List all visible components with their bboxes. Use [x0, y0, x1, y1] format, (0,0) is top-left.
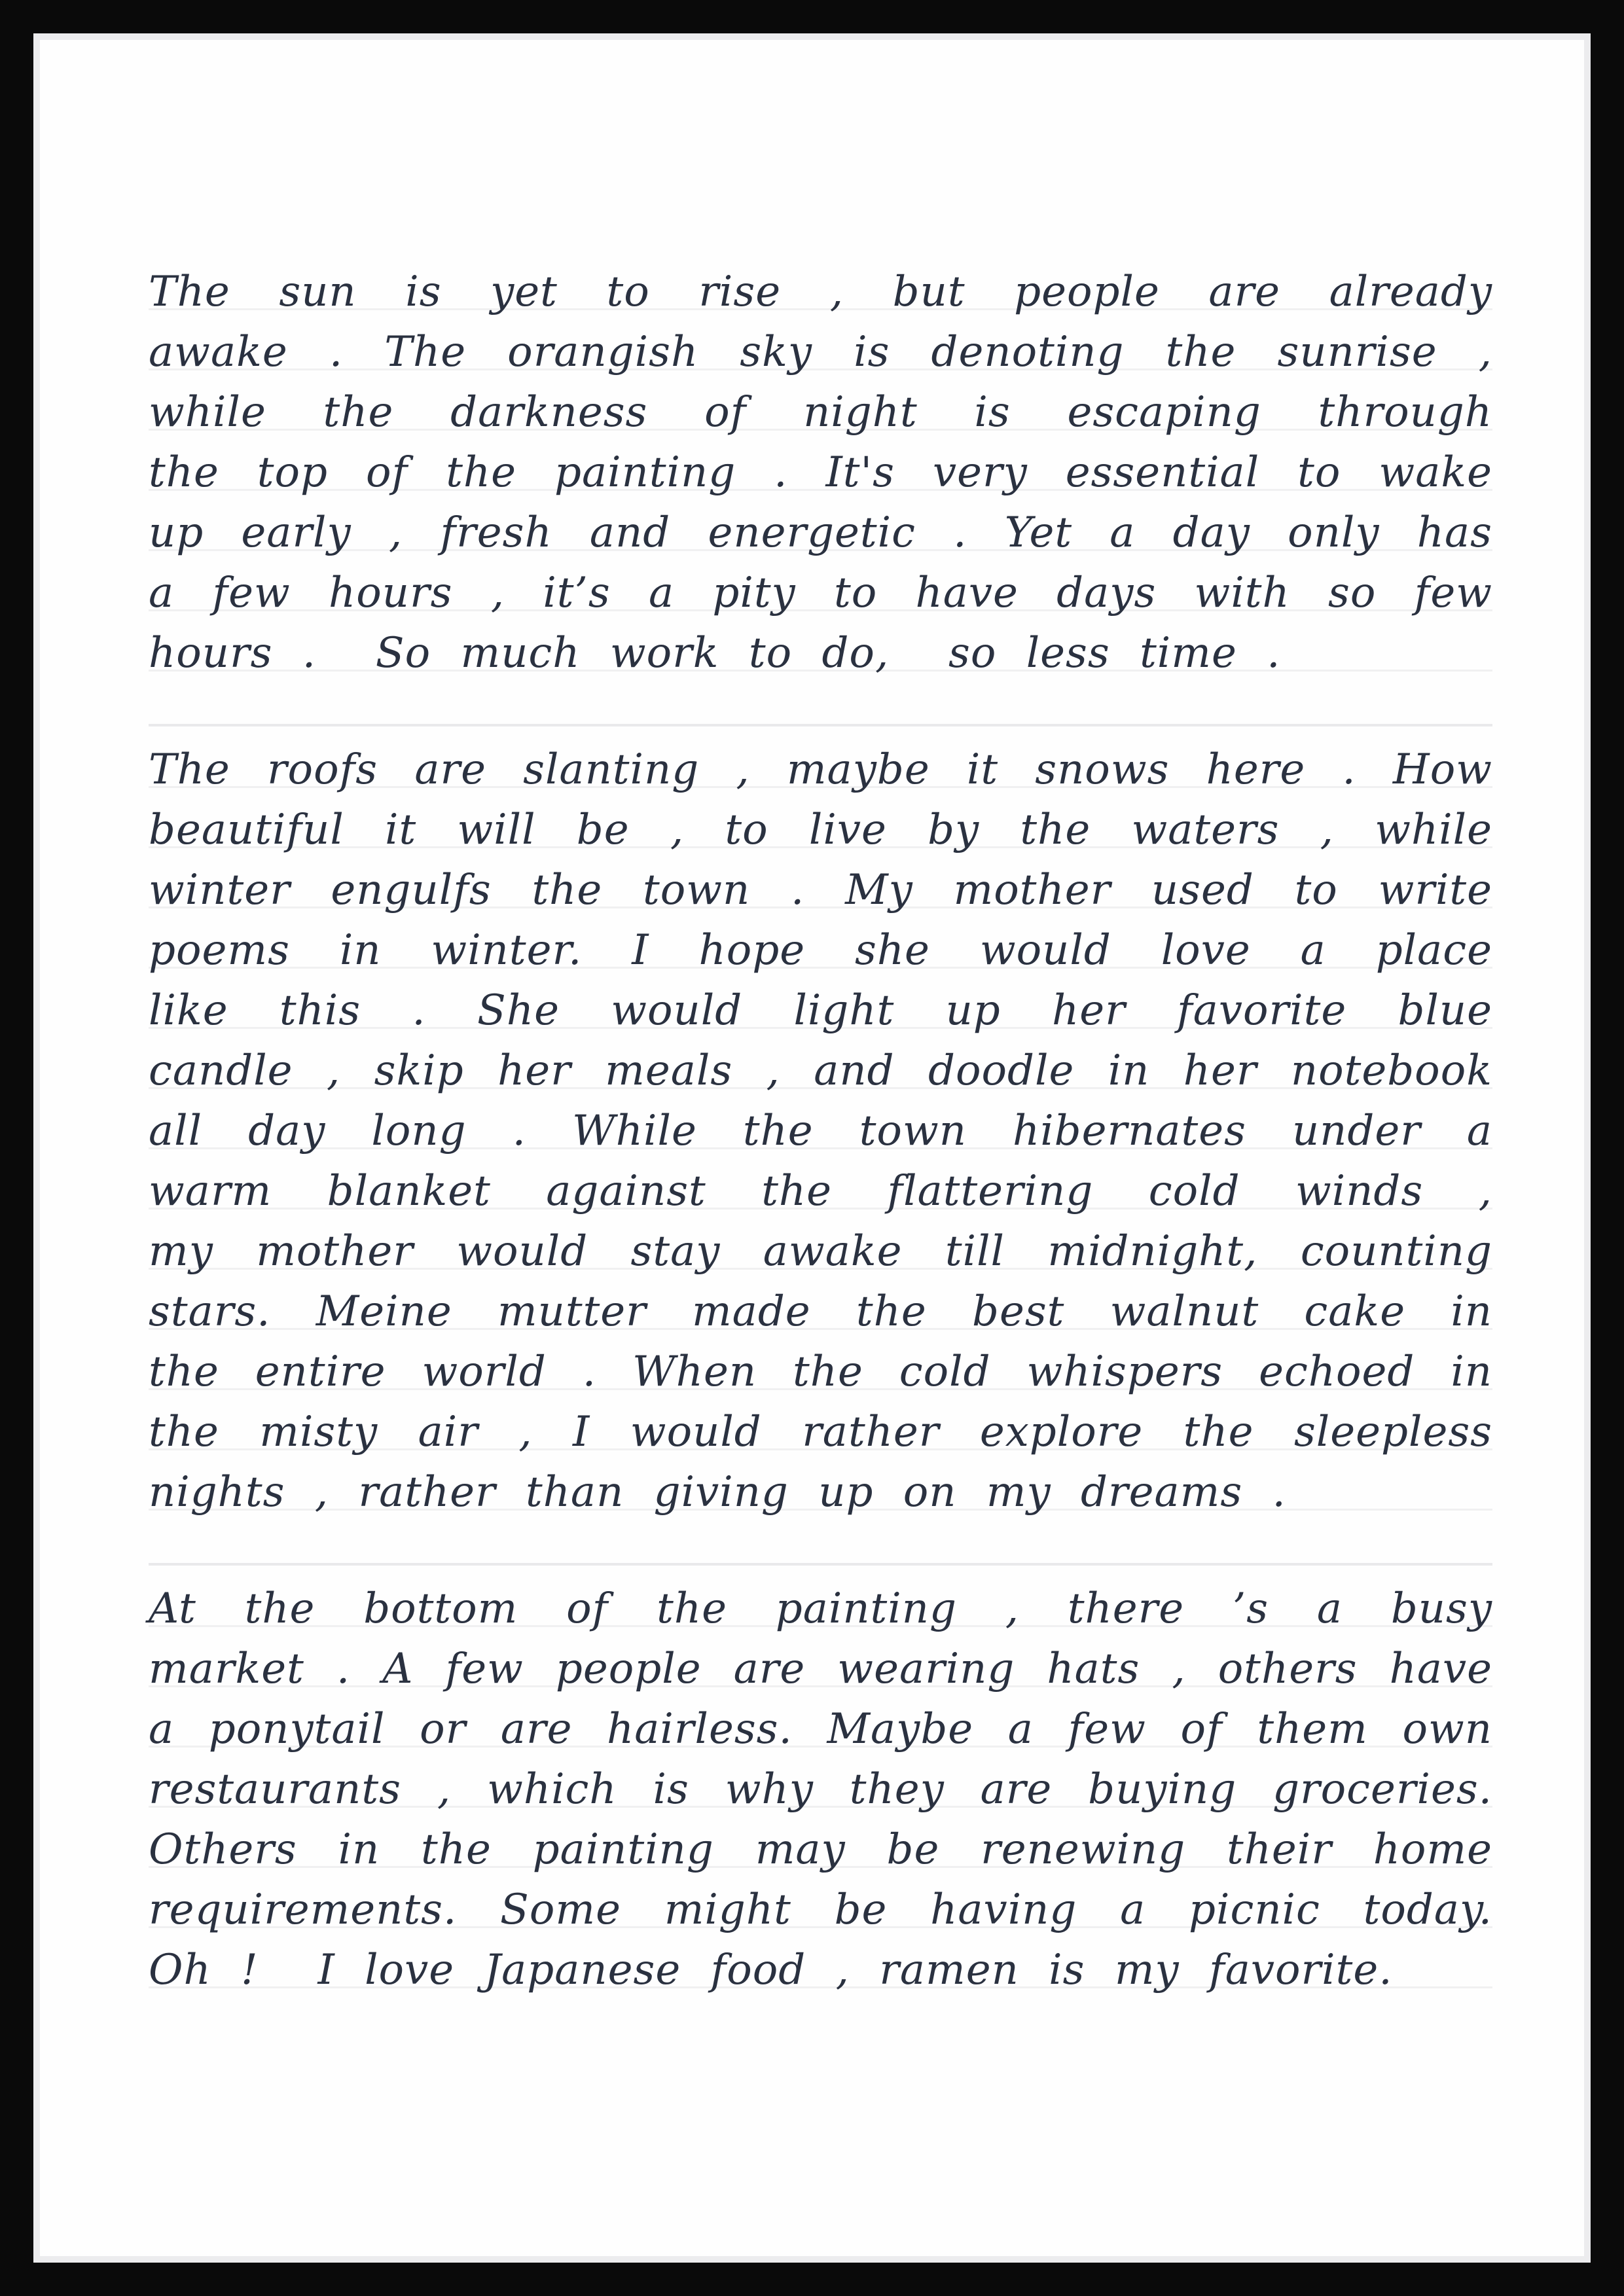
handwritten-line: the misty air , I would rather explore the sleepless	[149, 1402, 1492, 1462]
handwritten-line: my mother would stay awake till midnight, counting	[149, 1221, 1492, 1282]
paragraph-gap	[149, 683, 1492, 740]
handwritten-line: market . A few people are wearing hats , others have	[149, 1639, 1492, 1699]
handwritten-line: restaurants , which is why they are buying groceries.	[149, 1759, 1492, 1820]
handwritten-line: up early , fresh and energetic . Yet a day only has	[149, 503, 1492, 563]
handwritten-line: nights , rather than giving up on my dreams .	[149, 1462, 1492, 1522]
handwritten-line: the top of the painting . It's very essential to wake	[149, 442, 1492, 503]
paragraph-1	[149, 262, 1492, 683]
handwritten-line: all day long . While the town hibernates under a	[149, 1101, 1492, 1161]
handwritten-line: The roofs are slanting , maybe it snows here . How	[149, 740, 1492, 800]
handwritten-line: poems in winter. I hope she would love a place	[149, 920, 1492, 980]
handwritten-line: awake . The orangish sky is denoting the sunrise ,	[149, 322, 1492, 382]
handwritten-line: stars. Meine mutter made the best walnut cake in	[149, 1282, 1492, 1342]
handwritten-line: warm blanket against the flattering cold winds ,	[149, 1161, 1492, 1221]
handwritten-line: The sun is yet to rise , but people are already	[149, 262, 1492, 322]
handwritten-line: beautiful it will be , to live by the waters , while	[149, 800, 1492, 860]
handwritten-line: the entire world . When the cold whispers echoed in	[149, 1342, 1492, 1402]
handwritten-line: Oh ! I love Japanese food , ramen is my favorite.	[149, 1940, 1492, 2000]
handwritten-line: requirements. Some might be having a picnic today.	[149, 1880, 1492, 1940]
paragraph-gap	[149, 1522, 1492, 1579]
handwritten-line: winter engulfs the town . My mother used to write	[149, 860, 1492, 920]
handwritten-line: a few hours , it’s a pity to have days with so few	[149, 563, 1492, 623]
handwritten-letter-body	[149, 262, 1492, 2000]
paragraph-2	[149, 740, 1492, 1522]
paragraph-3	[149, 1579, 1492, 2000]
handwritten-line: a ponytail or are hairless. Maybe a few of them own	[149, 1699, 1492, 1759]
handwritten-line: while the darkness of night is escaping through	[149, 382, 1492, 442]
handwritten-line: hours . So much work to do, so less time .	[149, 623, 1492, 683]
handwritten-line: At the bottom of the painting , there ’s a busy	[149, 1579, 1492, 1639]
handwritten-line: like this . She would light up her favorite blue	[149, 980, 1492, 1041]
handwritten-line: candle , skip her meals , and doodle in her notebook	[149, 1041, 1492, 1101]
handwritten-line: Others in the painting may be renewing their home	[149, 1820, 1492, 1880]
paper-sheet	[33, 33, 1591, 2263]
